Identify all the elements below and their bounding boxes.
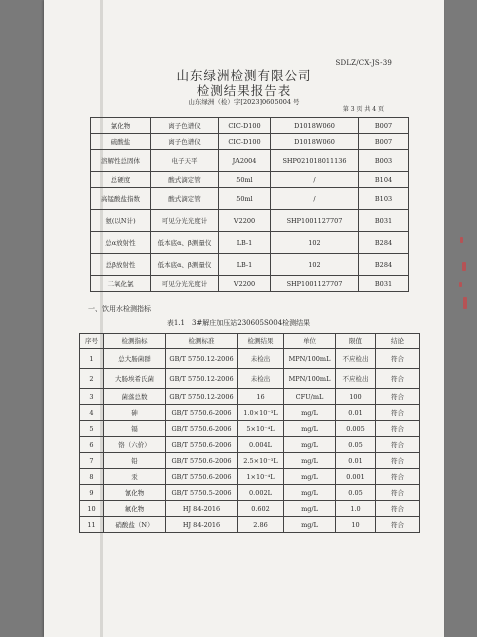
results-cell-limit: 不应检出 [336,369,376,389]
results-cell-standard: HJ 84-2016 [166,501,238,517]
results-cell-standard: GB/T 5750.6-2006 [166,405,238,421]
methods-cell-item: 高锰酸盐指数 [91,188,151,210]
methods-cell-method: 可见分光光度计 [151,276,219,292]
methods-cell-code: B103 [359,188,409,210]
results-cell-item: 氟化物 [104,501,166,517]
results-cell-conclusion: 符合 [376,389,420,405]
methods-cell-model: 50ml [219,188,271,210]
results-cell-standard: GB/T 5750.6-2006 [166,437,238,453]
results-cell-result: 2.5×10⁻³L [238,453,284,469]
results-cell-item: 大肠埃希氏菌 [104,369,166,389]
methods-cell-item: 总α放射性 [91,232,151,254]
methods-cell-method: 低本底α、β测量仪 [151,232,219,254]
methods-cell-method: 电子天平 [151,150,219,172]
results-cell-result: 0.002L [238,485,284,501]
results-cell-item: 汞 [104,469,166,485]
results-cell-conclusion: 符合 [376,517,420,533]
results-cell-limit: 100 [336,389,376,405]
methods-cell-model: CIC-D100 [219,118,271,134]
methods-cell-model: LB-1 [219,232,271,254]
results-cell-unit: mg/L [284,485,336,501]
results-header-cell: 单位 [284,334,336,349]
results-cell-standard: GB/T 5750.6-2006 [166,421,238,437]
results-header-cell: 检测指标 [104,334,166,349]
results-row [80,369,420,389]
results-cell-conclusion: 符合 [376,469,420,485]
results-cell-result: 1.0×10⁻³L [238,405,284,421]
results-cell-standard: GB/T 5750.12-2006 [166,349,238,369]
report-title: 检测结果报告表 [196,83,292,98]
results-cell-no: 7 [80,453,104,469]
results-cell-limit: 0.01 [336,453,376,469]
table-caption: 表1.1 3#解庄加压站230605S004检测结果 [166,319,311,327]
results-row [80,453,420,469]
methods-row [91,188,409,210]
results-cell-result: 2.86 [238,517,284,533]
results-cell-standard: GB/T 5750.6-2006 [166,469,238,485]
report-number: 山东绿洲（检）字[2023]0605004 号 [188,98,300,106]
methods-cell-code: B284 [359,254,409,276]
seal-mark [459,282,462,287]
results-cell-limit: 1.0 [336,501,376,517]
methods-row [91,118,409,134]
methods-cell-serial: 102 [271,254,359,276]
results-row [80,485,420,501]
methods-cell-serial: D1018W060 [271,118,359,134]
methods-cell-model: 50ml [219,172,271,188]
methods-row [91,134,409,150]
seal-mark [463,297,467,309]
methods-cell-method: 低本底α、β测量仪 [151,254,219,276]
results-cell-result: 0.004L [238,437,284,453]
seal-mark [462,262,466,271]
results-cell-conclusion: 符合 [376,421,420,437]
results-cell-standard: HJ 84-2016 [166,517,238,533]
results-cell-item: 镉 [104,421,166,437]
results-header-cell: 序号 [80,334,104,349]
methods-cell-code: B007 [359,118,409,134]
results-cell-unit: mg/L [284,437,336,453]
results-cell-no: 1 [80,349,104,369]
methods-cell-code: B031 [359,276,409,292]
results-cell-limit: 0.005 [336,421,376,437]
methods-cell-code: B104 [359,172,409,188]
results-row [80,517,420,533]
results-cell-limit: 0.05 [336,437,376,453]
methods-cell-serial: 102 [271,232,359,254]
results-cell-item: 氰化物 [104,485,166,501]
results-cell-unit: mg/L [284,517,336,533]
methods-cell-item: 总β放射性 [91,254,151,276]
results-row [80,405,420,421]
methods-cell-code: B003 [359,150,409,172]
results-cell-conclusion: 符合 [376,437,420,453]
methods-cell-serial: / [271,188,359,210]
results-cell-limit: 不应检出 [336,349,376,369]
results-cell-conclusion: 符合 [376,453,420,469]
results-row [80,469,420,485]
methods-cell-model: V2200 [219,276,271,292]
results-cell-result: 16 [238,389,284,405]
results-table [79,333,420,533]
results-cell-item: 硝酸盐（N） [104,517,166,533]
results-cell-limit: 10 [336,517,376,533]
results-cell-standard: GB/T 5750.12-2006 [166,389,238,405]
results-cell-result: 0.602 [238,501,284,517]
results-row [80,421,420,437]
results-cell-result: 未检出 [238,369,284,389]
results-cell-item: 总大肠菌群 [104,349,166,369]
seal-mark [460,237,463,243]
results-cell-no: 10 [80,501,104,517]
results-cell-no: 3 [80,389,104,405]
methods-row [91,254,409,276]
methods-cell-code: B284 [359,232,409,254]
methods-row [91,276,409,292]
methods-table [90,117,409,292]
results-cell-result: 未检出 [238,349,284,369]
results-cell-conclusion: 符合 [376,485,420,501]
methods-cell-model: CIC-D100 [219,134,271,150]
results-row [80,389,420,405]
methods-cell-method: 酸式滴定管 [151,188,219,210]
results-cell-unit: MPN/100mL [284,369,336,389]
methods-cell-code: B031 [359,210,409,232]
results-cell-limit: 0.05 [336,485,376,501]
methods-cell-item: 氨(以N计) [91,210,151,232]
results-header-cell: 结论 [376,334,420,349]
results-cell-result: 1×10⁻⁴L [238,469,284,485]
methods-cell-item: 二氧化氯 [91,276,151,292]
results-cell-no: 8 [80,469,104,485]
results-header-row [80,334,420,349]
methods-row [91,210,409,232]
methods-cell-item: 溶解性总固体 [91,150,151,172]
document-number: SDLZ/CX-JS-39 [335,59,392,67]
results-cell-result: 5×10⁻⁴L [238,421,284,437]
methods-cell-method: 可见分光光度计 [151,210,219,232]
results-cell-no: 11 [80,517,104,533]
results-cell-no: 5 [80,421,104,437]
results-cell-item: 菌落总数 [104,389,166,405]
methods-row [91,150,409,172]
results-cell-conclusion: 符合 [376,501,420,517]
company-name: 山东绿洲检测有限公司 [176,68,312,83]
methods-cell-serial: SHP021018011136 [271,150,359,172]
results-cell-item: 铅 [104,453,166,469]
page-info: 第 3 页 共 4 页 [342,106,384,113]
results-cell-standard: GB/T 5750.12-2006 [166,369,238,389]
results-row [80,501,420,517]
methods-cell-method: 离子色谱仪 [151,118,219,134]
results-cell-unit: mg/L [284,405,336,421]
results-cell-no: 9 [80,485,104,501]
methods-cell-item: 总硬度 [91,172,151,188]
results-header-cell: 检测结果 [238,334,284,349]
results-cell-conclusion: 符合 [376,369,420,389]
methods-cell-method: 离子色谱仪 [151,134,219,150]
results-header-cell: 检测标准 [166,334,238,349]
results-row [80,437,420,453]
results-cell-unit: mg/L [284,453,336,469]
methods-cell-method: 酸式滴定管 [151,172,219,188]
methods-cell-model: LB-1 [219,254,271,276]
methods-cell-model: V2200 [219,210,271,232]
results-row [80,349,420,369]
results-cell-unit: mg/L [284,469,336,485]
results-cell-standard: GB/T 5750.5-2006 [166,485,238,501]
results-cell-item: 砷 [104,405,166,421]
results-cell-conclusion: 符合 [376,405,420,421]
results-cell-no: 6 [80,437,104,453]
section-title: 一、饮用水检测指标 [88,305,151,313]
results-cell-no: 2 [80,369,104,389]
results-cell-limit: 0.001 [336,469,376,485]
methods-cell-serial: / [271,172,359,188]
results-header-cell: 限值 [336,334,376,349]
methods-cell-serial: SHP1001127707 [271,276,359,292]
results-cell-standard: GB/T 5750.6-2006 [166,453,238,469]
results-cell-limit: 0.01 [336,405,376,421]
methods-cell-model: JA2004 [219,150,271,172]
results-cell-unit: mg/L [284,501,336,517]
methods-cell-code: B007 [359,134,409,150]
methods-cell-serial: SHP1001127707 [271,210,359,232]
results-cell-no: 4 [80,405,104,421]
results-cell-conclusion: 符合 [376,349,420,369]
methods-cell-item: 氯化物 [91,118,151,134]
results-cell-item: 铬（六价） [104,437,166,453]
methods-row [91,172,409,188]
results-cell-unit: mg/L [284,421,336,437]
methods-cell-item: 硫酸盐 [91,134,151,150]
results-cell-unit: CFU/mL [284,389,336,405]
methods-row [91,232,409,254]
methods-cell-serial: D1018W060 [271,134,359,150]
results-cell-unit: MPN/100mL [284,349,336,369]
